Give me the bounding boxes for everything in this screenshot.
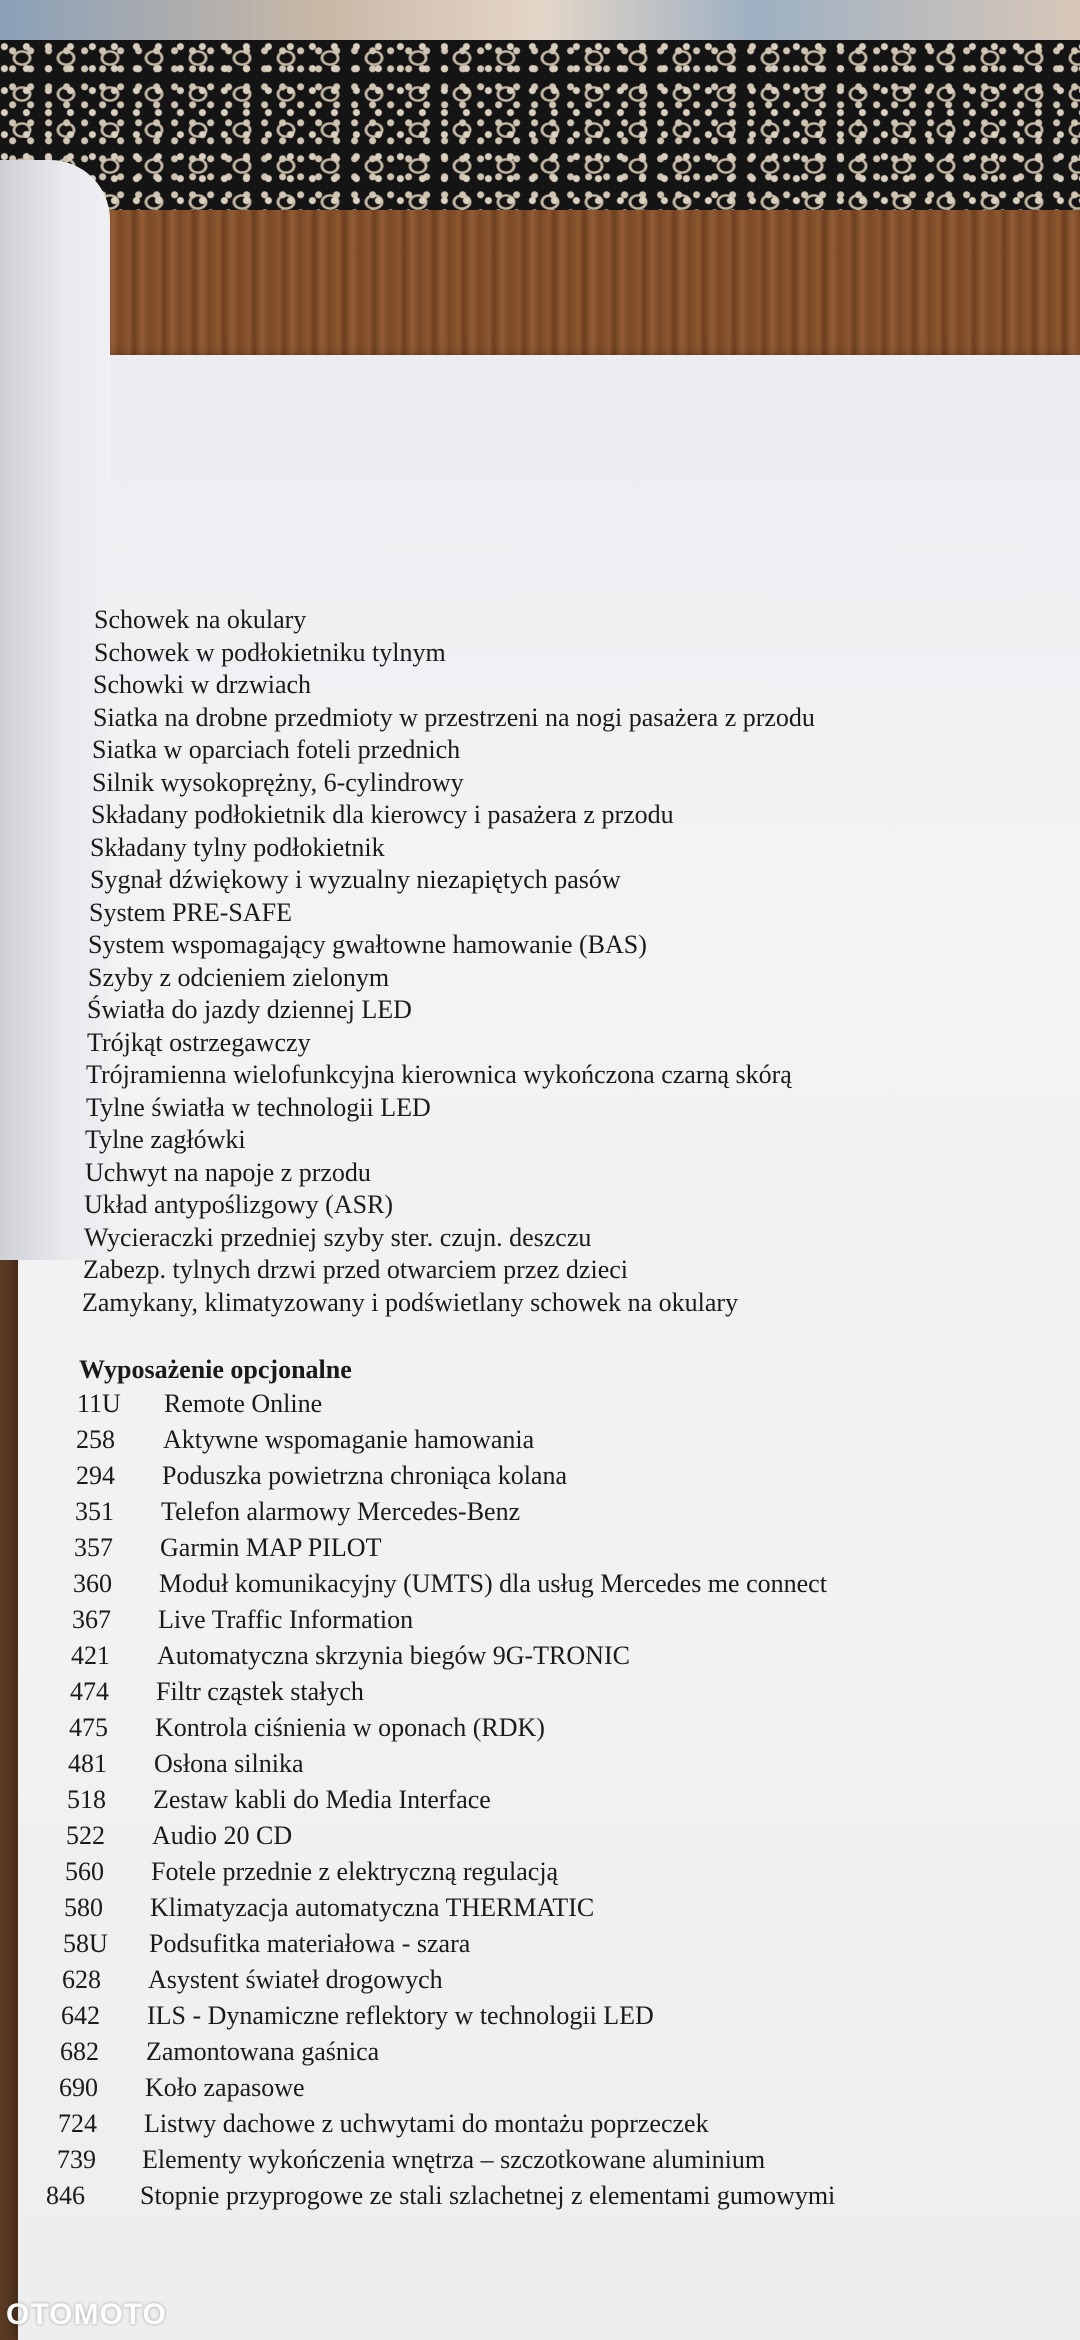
option-label: Aktywne wspomaganie hamowania bbox=[163, 1425, 535, 1454]
standard-item: Siatka na drobne przedmioty w przestrzeni na nogi pasażera z przodu bbox=[93, 703, 815, 732]
standard-item: Światła do jazdy dziennej LED bbox=[87, 995, 412, 1024]
option-label: Elementy wykończenia wnętrza – szczotkowane aluminium bbox=[142, 2145, 766, 2174]
option-code: 367 bbox=[72, 1605, 111, 1634]
option-label: Telefon alarmowy Mercedes-Benz bbox=[161, 1497, 521, 1526]
option-label: Moduł komunikacyjny (UMTS) dla usług Mercedes me connect bbox=[159, 1569, 827, 1598]
option-code: 724 bbox=[58, 2109, 97, 2138]
optional-equipment-heading: Wyposażenie opcjonalne bbox=[79, 1355, 352, 1384]
option-label: Automatyczna skrzynia biegów 9G-TRONIC bbox=[157, 1641, 630, 1670]
option-label: Listwy dachowe z uchwytami do montażu poprzeczek bbox=[144, 2109, 709, 2138]
option-label: Koło zapasowe bbox=[145, 2073, 305, 2102]
standard-item: Schowek w podłokietniku tylnym bbox=[94, 638, 446, 667]
option-label: Poduszka powietrzna chroniąca kolana bbox=[162, 1461, 568, 1490]
standard-item: Zamykany, klimatyzowany i podświetlany schowek na okulary bbox=[82, 1288, 739, 1317]
standard-item: Silnik wysokoprężny, 6-cylindrowy bbox=[92, 768, 464, 797]
standard-item: System PRE-SAFE bbox=[89, 898, 292, 927]
standard-item: Układ antypoślizgowy (ASR) bbox=[84, 1190, 394, 1219]
option-code: 357 bbox=[74, 1533, 113, 1562]
option-label: Stopnie przyprogowe ze stali szlachetnej z elementami gumowymi bbox=[140, 2181, 836, 2210]
option-label: Podsufitka materiałowa - szara bbox=[149, 1929, 471, 1958]
standard-item: Schowek na okulary bbox=[94, 605, 307, 634]
option-code: 294 bbox=[76, 1461, 115, 1490]
option-code: 522 bbox=[66, 1821, 105, 1850]
option-label: Kontrola ciśnienia w oponach (RDK) bbox=[155, 1713, 545, 1742]
standard-item: Składany tylny podłokietnik bbox=[90, 833, 385, 862]
option-code: 690 bbox=[59, 2073, 98, 2102]
standard-item: Uchwyt na napoje z przodu bbox=[85, 1158, 371, 1187]
option-code: 580 bbox=[64, 1893, 103, 1922]
option-label: Zestaw kabli do Media Interface bbox=[153, 1785, 491, 1814]
otomoto-watermark: OTOMOTO bbox=[6, 2298, 167, 2331]
standard-item: System wspomagający gwałtowne hamowanie (BAS) bbox=[88, 930, 647, 959]
standard-item: Szyby z odcieniem zielonym bbox=[88, 963, 390, 992]
standard-item: Trójramienna wielofunkcyjna kierownica wykończona czarną skórą bbox=[86, 1060, 792, 1089]
option-label: Klimatyzacja automatyczna THERMATIC bbox=[150, 1893, 595, 1922]
option-code: 475 bbox=[69, 1713, 108, 1742]
option-code: 518 bbox=[67, 1785, 106, 1814]
option-code: 642 bbox=[61, 2001, 100, 2030]
option-label: Remote Online bbox=[164, 1389, 323, 1418]
standard-item: Zabezp. tylnych drzwi przed otwarciem przez dzieci bbox=[83, 1255, 628, 1284]
option-code: 351 bbox=[75, 1497, 114, 1526]
option-label: Osłona silnika bbox=[154, 1749, 304, 1778]
standard-item: Sygnał dźwiękowy i wyzualny niezapiętych pasów bbox=[90, 865, 621, 894]
option-code: 421 bbox=[71, 1641, 110, 1670]
option-code: 481 bbox=[68, 1749, 107, 1778]
option-label: ILS - Dynamiczne reflektory w technologii LED bbox=[147, 2001, 654, 2030]
option-label: Asystent świateł drogowych bbox=[148, 1965, 443, 1994]
standard-item: Siatka w oparciach foteli przednich bbox=[92, 735, 461, 764]
option-code: 258 bbox=[76, 1425, 115, 1454]
option-label: Filtr cząstek stałych bbox=[156, 1677, 364, 1706]
option-label: Fotele przednie z elektryczną regulacją bbox=[151, 1857, 559, 1886]
standard-item: Schowki w drzwiach bbox=[93, 670, 312, 699]
option-code: 11U bbox=[77, 1389, 121, 1418]
option-code: 739 bbox=[57, 2145, 96, 2174]
standard-item: Składany podłokietnik dla kierowcy i pasażera z przodu bbox=[91, 800, 674, 829]
option-code: 474 bbox=[70, 1677, 109, 1706]
standard-item: Trójkąt ostrzegawczy bbox=[87, 1028, 311, 1057]
standard-item: Wycieraczki przedniej szyby ster. czujn. deszczu bbox=[84, 1223, 592, 1252]
option-code: 628 bbox=[62, 1965, 101, 1994]
option-code: 360 bbox=[73, 1569, 112, 1598]
option-code: 560 bbox=[65, 1857, 104, 1886]
option-code: 846 bbox=[46, 2181, 85, 2210]
standard-item: Tylne zagłówki bbox=[85, 1125, 246, 1154]
option-label: Garmin MAP PILOT bbox=[160, 1533, 382, 1562]
option-label: Zamontowana gaśnica bbox=[146, 2037, 380, 2066]
option-label: Live Traffic Information bbox=[158, 1605, 414, 1634]
option-code: 682 bbox=[60, 2037, 99, 2066]
option-label: Audio 20 CD bbox=[152, 1821, 293, 1850]
standard-item: Tylne światła w technologii LED bbox=[86, 1093, 431, 1122]
option-code: 58U bbox=[63, 1929, 108, 1958]
